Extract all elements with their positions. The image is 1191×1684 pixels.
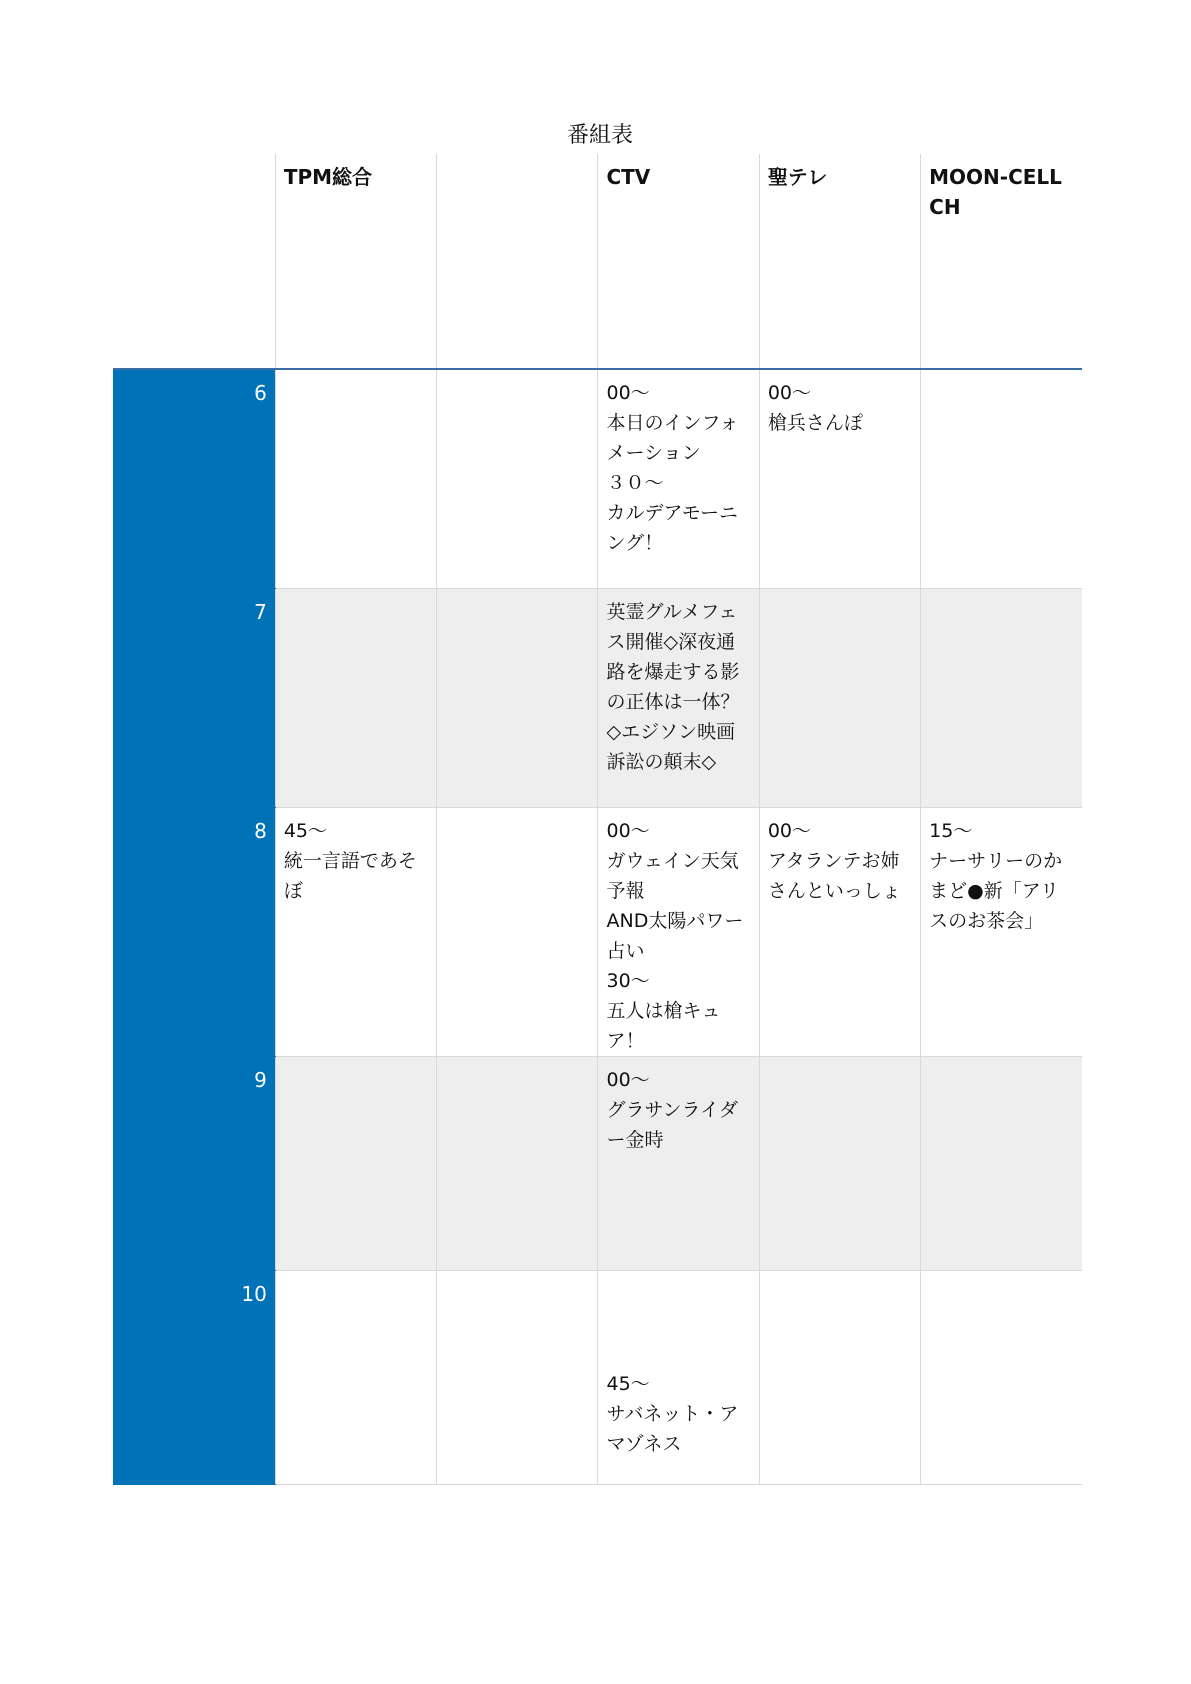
channel-header: MOON-CELL CH [921, 154, 1082, 369]
program-cell [921, 1056, 1082, 1270]
program-cell [759, 1270, 920, 1484]
program-cell: 00〜 ガウェイン天気予報 AND太陽パワー占い 30〜 五人は槍キュア！ [598, 807, 759, 1056]
program-cell [275, 1270, 436, 1484]
channel-header-row [113, 154, 1082, 369]
program-cell [437, 588, 598, 807]
channel-header: 聖テレ [759, 154, 920, 369]
program-cell: 15〜 ナーサリーのかまど●新「アリスのお茶会」 [921, 807, 1082, 1056]
hour-row [113, 588, 1082, 807]
program-cell: 00〜 グラサンライダー金時 [598, 1056, 759, 1270]
program-cell: 45〜 統一言語であそぼ [275, 807, 436, 1056]
hour-label: 8 [113, 807, 275, 1056]
program-cell: 00〜 槍兵さんぽ [759, 369, 920, 588]
program-cell [921, 369, 1082, 588]
hour-label: 7 [113, 588, 275, 807]
program-cell [437, 1056, 598, 1270]
channel-header: TPM総合 [275, 154, 436, 369]
hour-row [113, 369, 1082, 588]
program-cell [275, 1056, 436, 1270]
program-cell [759, 1056, 920, 1270]
program-cell [921, 1270, 1082, 1484]
hour-row [113, 1056, 1082, 1270]
program-cell [921, 588, 1082, 807]
program-cell [275, 369, 436, 588]
program-cell: 英霊グルメフェス開催◇深夜通路を爆走する影の正体は一体？◇エジソン映画訴訟の顛末◇ [598, 588, 759, 807]
program-cell: 45〜 サバネット・アマゾネス [598, 1270, 759, 1484]
hour-row [113, 1270, 1082, 1484]
hour-label: 10 [113, 1270, 275, 1484]
program-cell [437, 369, 598, 588]
program-schedule-table [113, 154, 1082, 1485]
channel-header [437, 154, 598, 369]
hour-label: 6 [113, 369, 275, 588]
program-cell [759, 588, 920, 807]
program-cell: 00〜 本日のインフォメーション ３０〜 カルデアモーニング！ [598, 369, 759, 588]
hour-label: 9 [113, 1056, 275, 1270]
hour-row [113, 807, 1082, 1056]
program-cell [437, 1270, 598, 1484]
corner-cell [113, 154, 275, 369]
channel-header: CTV [598, 154, 759, 369]
program-cell [275, 588, 436, 807]
page-title: 番組表 [566, 123, 633, 148]
program-cell [437, 807, 598, 1056]
program-cell: 00〜 アタランテお姉さんといっしょ [759, 807, 920, 1056]
